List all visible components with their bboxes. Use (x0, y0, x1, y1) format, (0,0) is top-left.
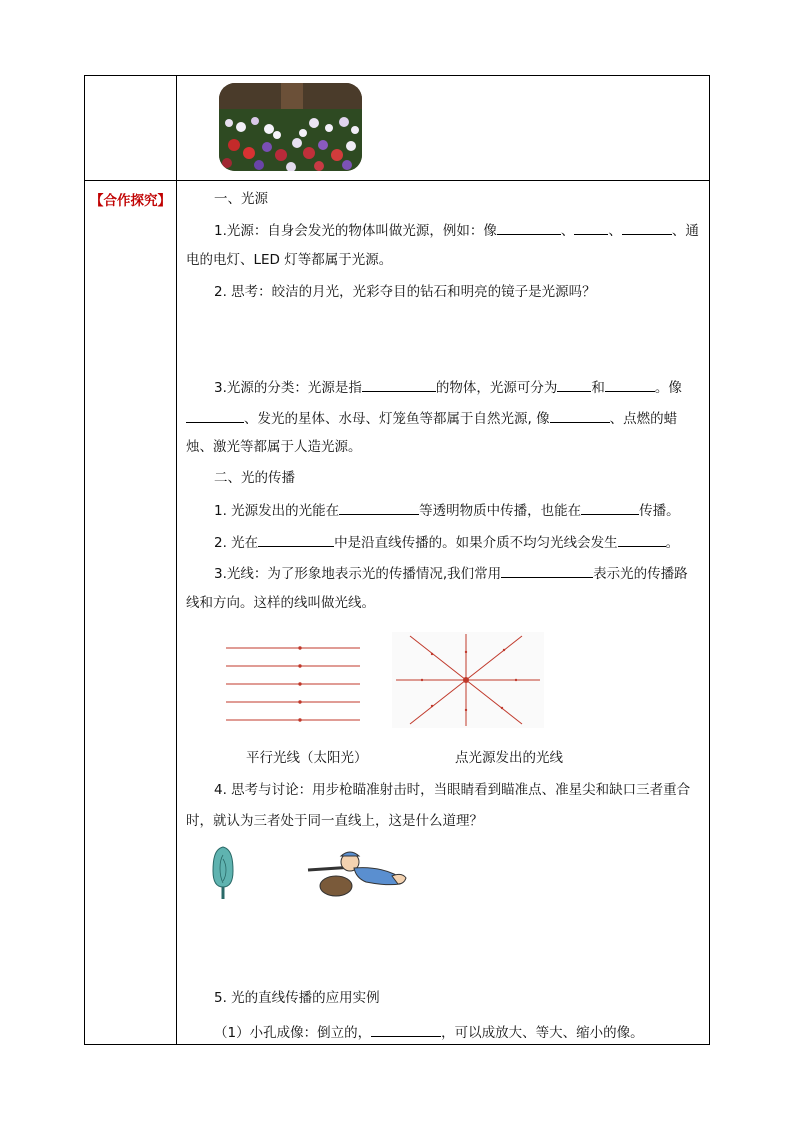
tree-target-icon (210, 845, 236, 901)
table-bottom-border (84, 1044, 710, 1045)
rifle-shooter-icon (306, 846, 408, 898)
part2-heading: 二、光的传播 (214, 470, 295, 486)
fill-blank[interactable] (362, 377, 436, 392)
point-source-rays-diagram (392, 632, 544, 728)
fill-blank[interactable] (501, 563, 593, 578)
caption-point-source-rays: 点光源发出的光线 (455, 750, 563, 766)
fill-blank[interactable] (371, 1022, 441, 1037)
part2-item4-line1: 4. 思考与讨论：用步枪瞄准射击时，当眼睛看到瞄准点、准星尖和缺口三者重合 (214, 782, 691, 798)
fill-blank[interactable] (605, 377, 655, 392)
fill-blank[interactable] (622, 220, 672, 235)
part1-question3-line1: 3.光源的分类：光源是指 的物体，光源可分为 和 。像 (214, 377, 682, 397)
flower-garden-image (219, 83, 362, 171)
part2-item2: 2. 光在 中是沿直线传播的。如果介质不均匀光线会发生 。 (214, 532, 679, 552)
part2-item3-line2: 线和方向。这样的线叫做光线。 (186, 595, 375, 611)
part2-item5: 5. 光的直线传播的应用实例 (214, 990, 380, 1006)
part2-item3-line1: 3.光线：为了形象地表示光的传播情况,我们常用 表示光的传播路 (214, 563, 688, 583)
part2-item1: 1. 光源发出的光能在 等透明物质中传播，也能在 传播。 (214, 500, 680, 520)
caption-parallel-rays: 平行光线（太阳光） (246, 750, 368, 766)
fill-blank[interactable] (574, 220, 608, 235)
part2-item5-sub1: （1）小孔成像：倒立的， ，可以成放大、等大、缩小的像。 (214, 1022, 644, 1042)
parallel-rays-diagram (222, 640, 364, 730)
fill-blank[interactable] (258, 532, 334, 547)
fill-blank[interactable] (550, 408, 610, 423)
point-light-source (463, 677, 469, 683)
part1-question1-line2: 电的电灯、LED 灯等都属于光源。 (186, 252, 393, 268)
part1-heading: 一、光源 (214, 191, 268, 207)
table-left-border (84, 75, 85, 1045)
part1-question3-line2: 、发光的星体、水母、灯笼鱼等都属于自然光源, 像 、点燃的蜡 (186, 408, 677, 428)
fill-blank[interactable] (339, 500, 419, 515)
part1-question1-line1: 1.光源：自身会发光的物体叫做光源，例如：像 、 、 、通 (214, 220, 699, 240)
table-right-border (709, 75, 710, 1045)
fill-blank[interactable] (618, 532, 666, 547)
part2-item4-line2: 时，就认为三者处于同一直线上，这是什么道理？ (186, 813, 483, 829)
fill-blank[interactable] (186, 408, 244, 423)
table-row-divider (84, 180, 710, 181)
fill-blank[interactable] (557, 377, 591, 392)
fill-blank[interactable] (581, 500, 639, 515)
part1-question2: 2. 思考：皎洁的月光，光彩夺目的钻石和明亮的镜子是光源吗？ (214, 284, 596, 300)
table-top-border (84, 75, 710, 76)
table-column-divider (176, 75, 177, 1045)
part1-question3-line3: 烛、激光等都属于人造光源。 (186, 439, 362, 455)
section-label-cooperative-inquiry: 【合作探究】 (90, 193, 171, 209)
fill-blank[interactable] (497, 220, 561, 235)
